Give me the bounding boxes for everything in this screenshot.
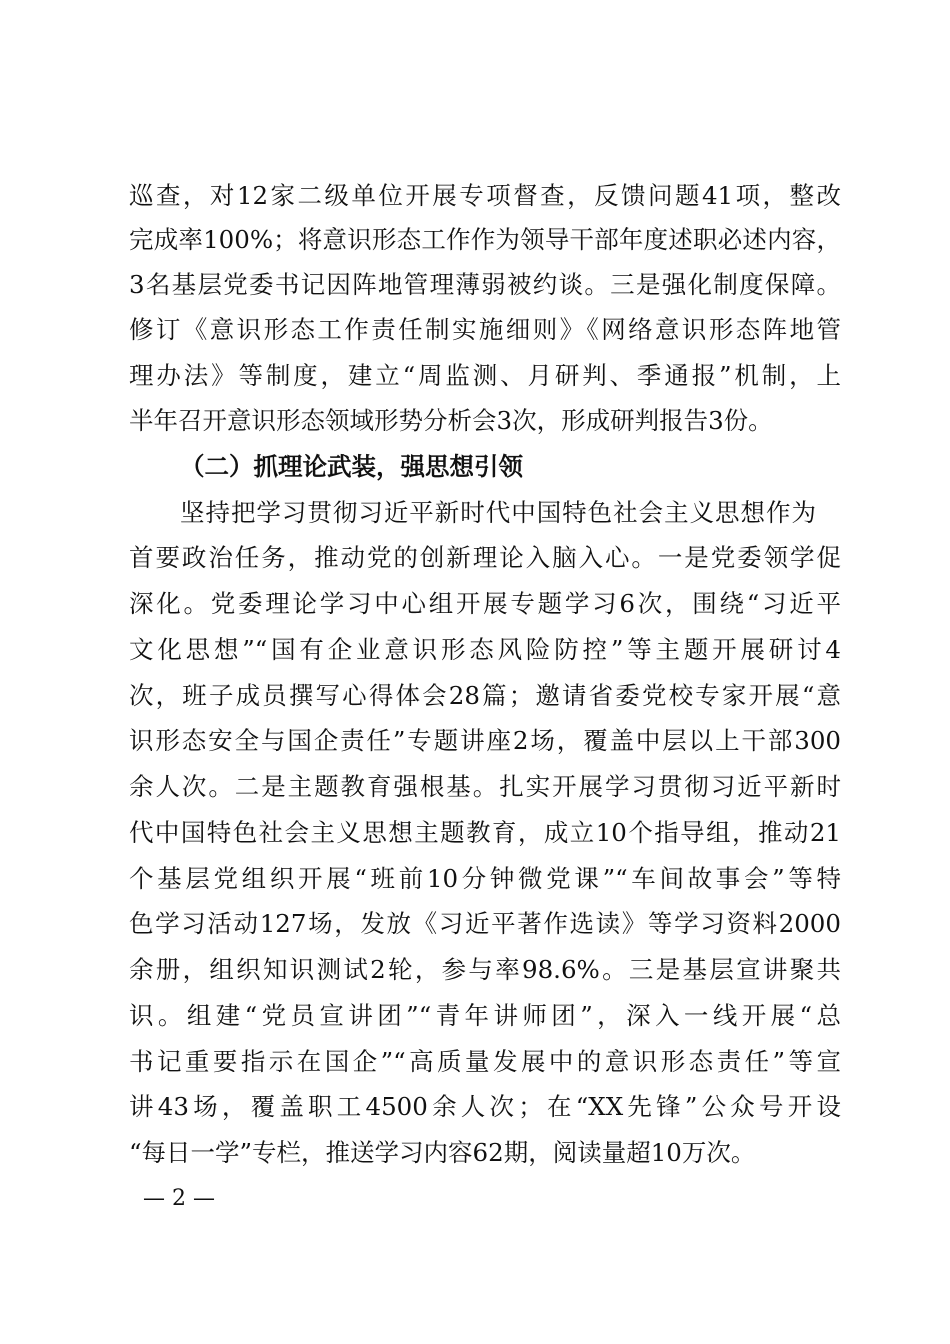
paragraph2-line-10: 色学习活动127场，发放《习近平著作选读》等学习资料2000 — [129, 909, 841, 938]
paragraph2-line-14: 讲43场，覆盖职工4500余人次；在“XX先锋”公众号开设 — [129, 1092, 841, 1121]
paragraph2-line-12: 识。组建“党员宣讲团”“青年讲师团”，深入一线开展“总 — [129, 1001, 841, 1030]
paragraph2-line-8: 代中国特色社会主义思想主题教育，成立10个指导组，推动21 — [129, 818, 841, 847]
paragraph2-line-9: 个基层党组织开展“班前10分钟微党课”“车间故事会”等特 — [129, 864, 841, 893]
paragraph2-line-11: 余册，组织知识测试2轮，参与率98.6%。三是基层宣讲聚共 — [129, 955, 841, 984]
paragraph1-line-4: 修订《意识形态工作责任制实施细则》《网络意识形态阵地管 — [129, 315, 841, 344]
paragraph1-line-3: 3名基层党委书记因阵地管理薄弱被约谈。三是强化制度保障。 — [129, 270, 841, 299]
section-heading: （二）抓理论武装，强思想引领 — [180, 452, 523, 481]
paragraph2-line-13: 书记重要指示在国企”“高质量发展中的意识形态责任”等宣 — [129, 1047, 841, 1076]
paragraph1-line-2: 完成率100%；将意识形态工作作为领导干部年度述职必述内容， — [129, 225, 841, 254]
paragraph2-line-1: 坚持把学习贯彻习近平新时代中国特色社会主义思想作为 — [180, 498, 816, 527]
paragraph2-line-15: “每日一学”专栏，推送学习内容62期，阅读量超10万次。 — [129, 1138, 756, 1167]
paragraph2-line-3: 深化。党委理论学习中心组开展专题学习6次，围绕“习近平 — [129, 589, 841, 618]
paragraph2-line-2: 首要政治任务，推动党的创新理论入脑入心。一是党委领学促 — [129, 543, 841, 572]
paragraph2-line-6: 识形态安全与国企责任”专题讲座2场，覆盖中层以上干部300 — [129, 726, 841, 755]
paragraph2-line-4: 文化思想”“国有企业意识形态风险防控”等主题开展研讨4 — [129, 635, 841, 664]
paragraph2-line-7: 余人次。二是主题教育强根基。扎实开展学习贯彻习近平新时 — [129, 772, 841, 801]
paragraph2-line-5: 次，班子成员撰写心得体会28篇；邀请省委党校专家开展“意 — [129, 681, 841, 710]
paragraph1-line-1: 巡查，对12家二级单位开展专项督查，反馈问题41项，整改 — [129, 181, 841, 210]
paragraph1-line-6: 半年召开意识形态领域形势分析会3次，形成研判报告3份。 — [129, 406, 773, 435]
paragraph1-line-5: 理办法》等制度，建立“周监测、月研判、季通报”机制，上 — [129, 361, 841, 390]
page-number: — 2 — — [143, 1186, 215, 1211]
